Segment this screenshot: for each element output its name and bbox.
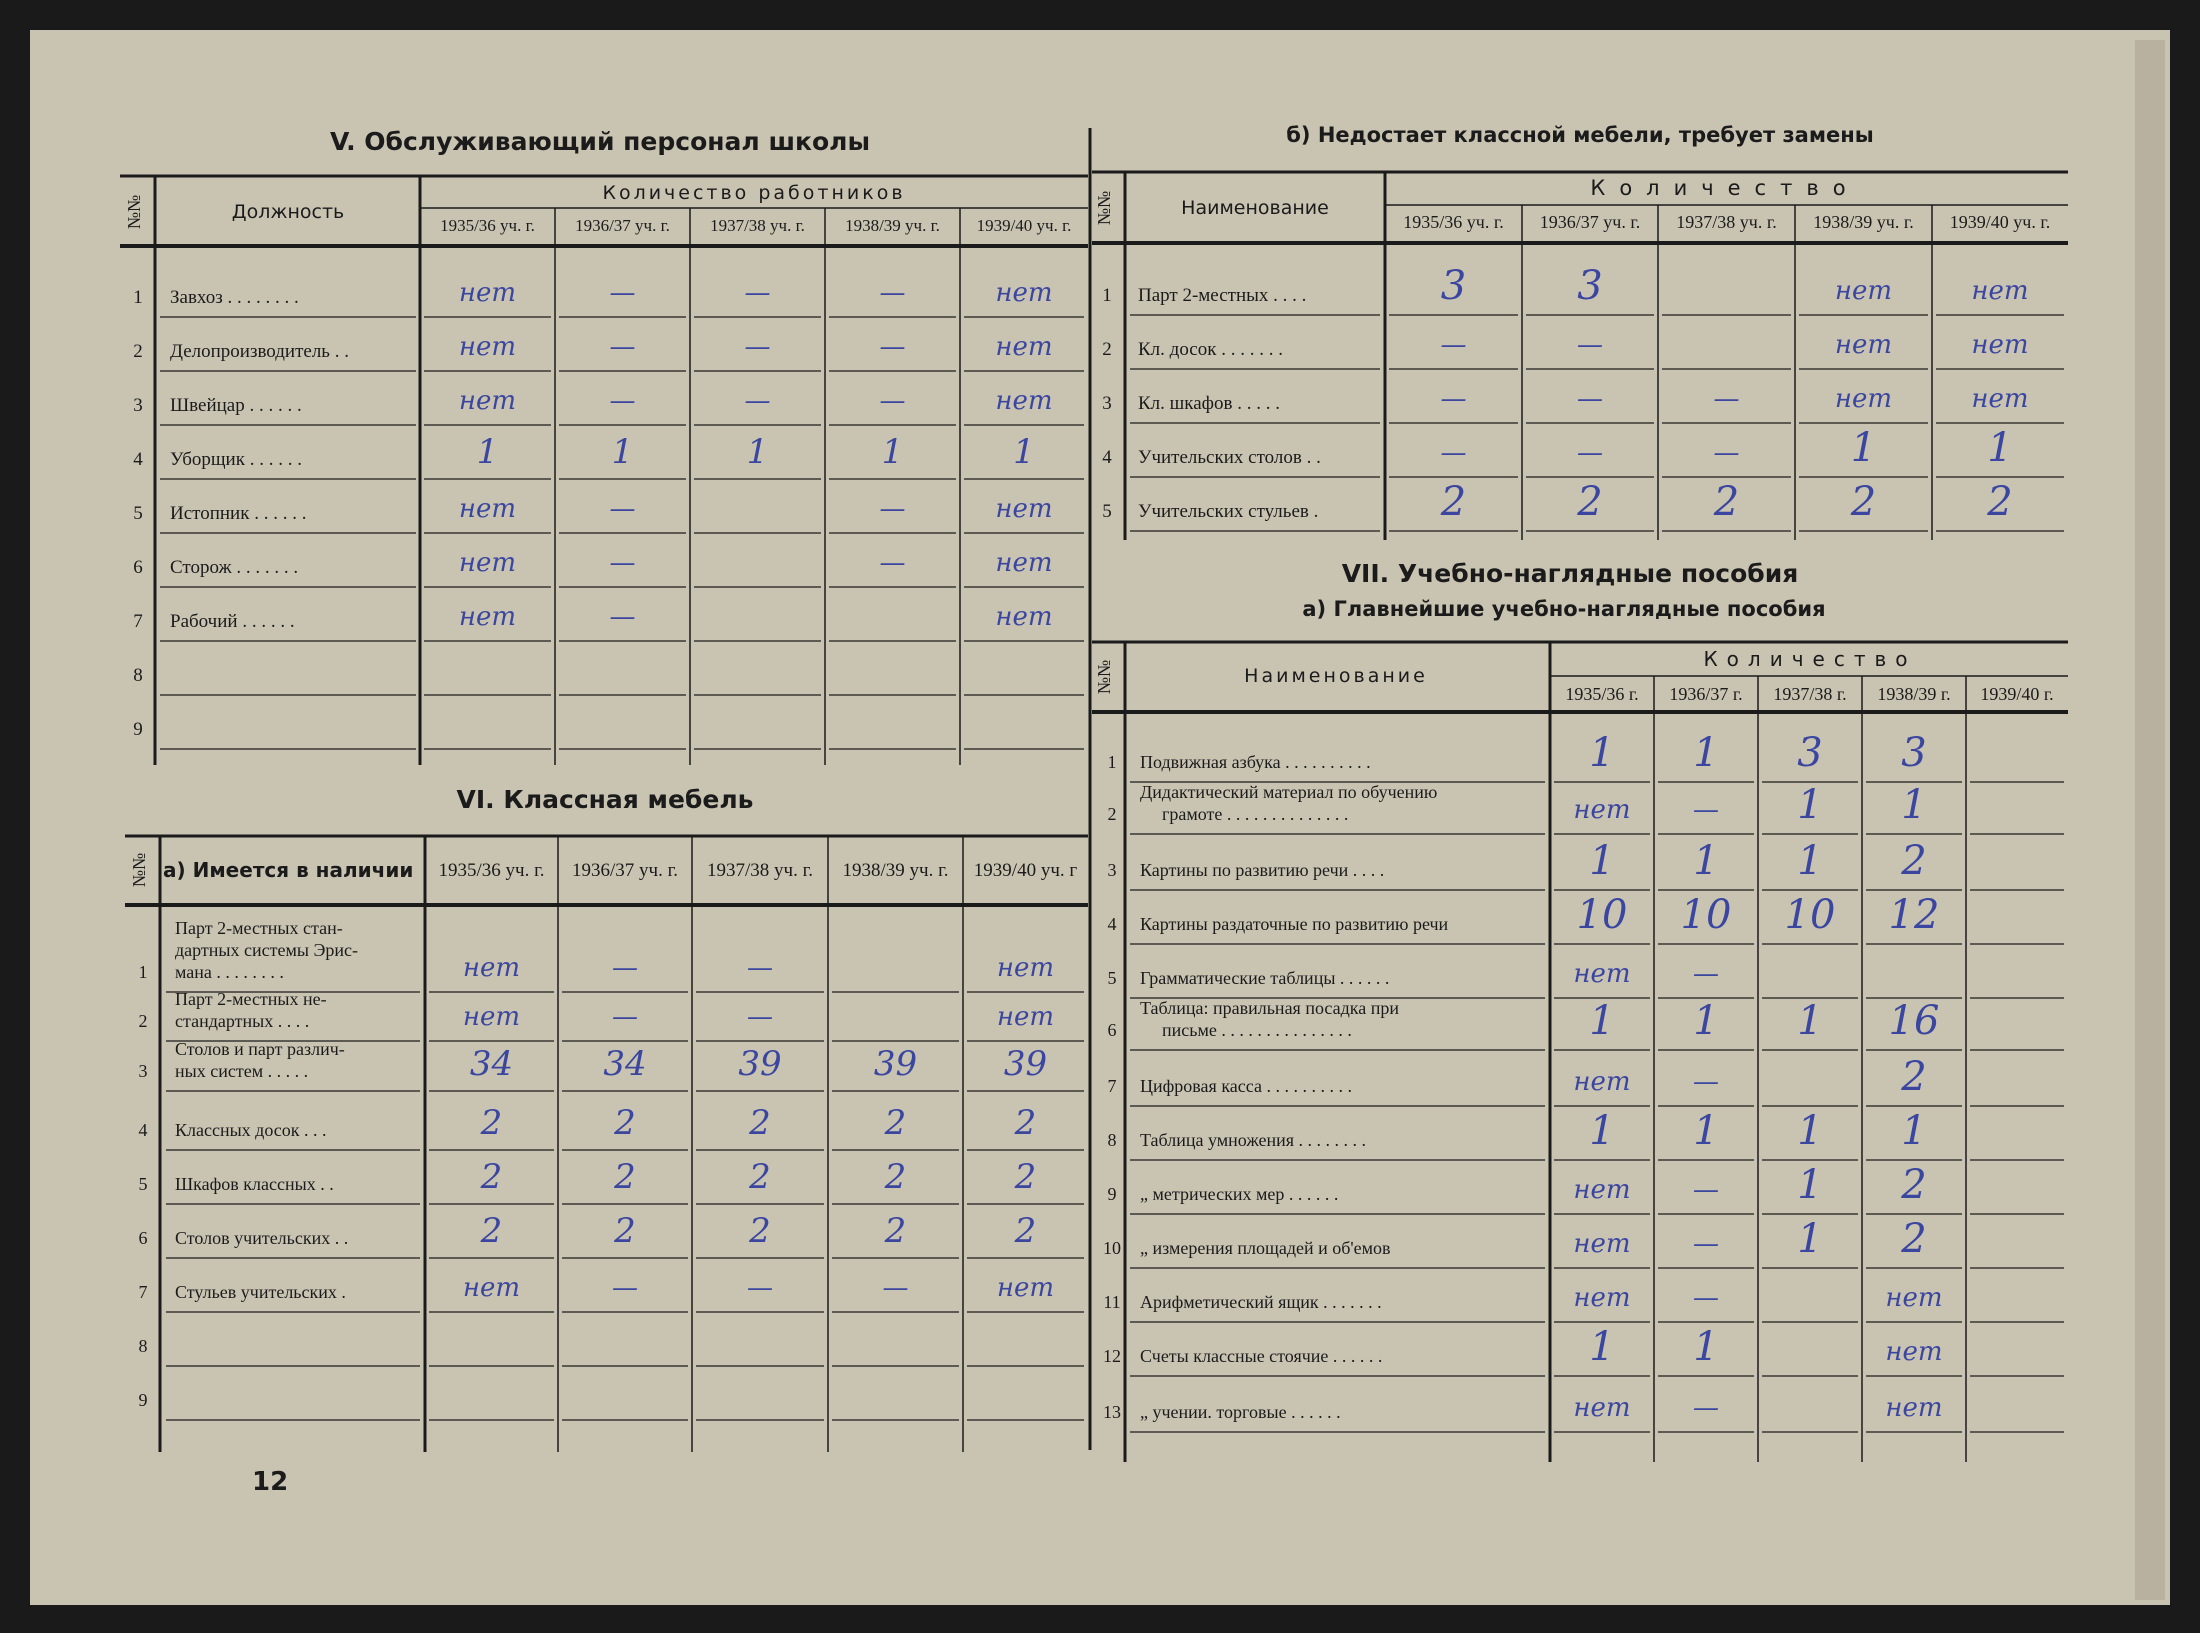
row-number: 5	[138, 1174, 148, 1194]
row-label: грамоте . . . . . . . . . . . . . .	[1162, 804, 1349, 824]
row-number: 3	[1107, 860, 1117, 880]
row-number: 8	[1107, 1130, 1117, 1150]
section6b-title: б) Недостает классной мебели, требует замены	[1286, 123, 1874, 147]
handwritten-value: нет	[996, 1273, 1055, 1303]
handwritten-value: —	[1693, 1393, 1719, 1423]
handwritten-value: —	[1577, 384, 1603, 414]
handwritten-value: 1	[881, 432, 904, 472]
sec5-num-header: №№	[124, 194, 144, 230]
table-row	[1108, 1054, 2065, 1106]
handwritten-value: нет	[1573, 1229, 1631, 1259]
row-number: 4	[1102, 447, 1112, 468]
handwritten-value: нет	[458, 278, 517, 308]
handwritten-value: 2	[749, 1157, 771, 1197]
sec5-group-header: Количество работников	[602, 182, 906, 204]
row-number: 12	[1103, 1346, 1121, 1366]
row-number: 6	[138, 1228, 148, 1248]
row-number: 8	[133, 665, 143, 686]
handwritten-value: —	[1577, 330, 1603, 360]
table-row	[139, 1103, 1085, 1150]
row-label: Классных досок . . .	[175, 1120, 327, 1140]
sec6b-name-header: Наименование	[1181, 197, 1329, 219]
row-label: Столов и парт различ-	[175, 1039, 345, 1059]
year-header: 1937/38 уч. г.	[707, 860, 813, 881]
row-number: 1	[133, 287, 143, 308]
handwritten-value: —	[1693, 959, 1719, 989]
handwritten-value: —	[612, 1002, 638, 1032]
row-number: 5	[1107, 968, 1117, 988]
handwritten-value: нет	[1834, 330, 1893, 360]
table-row	[133, 602, 1084, 641]
handwritten-value: 10	[1680, 892, 1732, 938]
year-header: 1936/37 уч. г.	[1539, 212, 1641, 232]
handwritten-value: нет	[458, 332, 517, 362]
table-row	[133, 386, 1084, 425]
handwritten-value: нет	[1573, 1175, 1631, 1205]
handwritten-value: —	[879, 494, 906, 524]
handwritten-value: —	[1713, 438, 1740, 468]
row-label: Рабочий . . . . . .	[170, 611, 295, 632]
handwritten-value: нет	[1573, 1067, 1631, 1097]
year-header: 1937/38 г.	[1773, 684, 1847, 704]
handwritten-value: 1	[1693, 730, 1719, 776]
table-row	[133, 494, 1084, 533]
table-row	[139, 1390, 1085, 1420]
handwritten-value: нет	[1573, 795, 1631, 825]
year-header: 1935/36 уч. г.	[1403, 212, 1504, 232]
handwritten-value: 2	[480, 1157, 503, 1197]
handwritten-value: 10	[1576, 892, 1628, 938]
year-header: 1939/40 уч. г.	[1949, 212, 2051, 232]
handwritten-value: —	[1693, 795, 1719, 825]
year-header: 1936/37 уч. г.	[572, 860, 678, 881]
handwritten-value: 3	[1440, 263, 1467, 309]
handwritten-value: 1	[1693, 998, 1719, 1044]
row-label: Кл. шкафов . . . . .	[1138, 393, 1280, 414]
handwritten-value: нет	[995, 386, 1053, 416]
handwritten-value: 2	[1014, 1211, 1037, 1251]
sec7-num-header: №№	[1094, 659, 1114, 695]
row-label: Стульев учительских .	[175, 1282, 346, 1302]
row-number: 1	[138, 962, 148, 982]
sec6-num-header: №№	[129, 852, 149, 888]
table-row	[1102, 330, 2064, 369]
section5-title: V. Обслуживающий персонал школы	[329, 127, 871, 156]
handwritten-value: 2	[1901, 1054, 1927, 1100]
table-row	[133, 719, 1084, 749]
section6-title: VI. Классная мебель	[456, 785, 754, 814]
row-label: Таблица: правильная посадка при	[1140, 998, 1399, 1018]
row-number: 7	[1107, 1076, 1117, 1096]
handwritten-value: 3	[1797, 730, 1823, 776]
row-number: 2	[133, 341, 143, 362]
row-label: Картины раздаточные по развитию речи	[1140, 914, 1449, 934]
handwritten-value: —	[744, 332, 771, 362]
handwritten-value: нет	[1885, 1337, 1943, 1367]
year-header: 1935/36 уч. г.	[438, 860, 545, 881]
row-label: Грамматические таблицы . . . . . .	[1140, 968, 1390, 988]
row-number: 3	[1102, 393, 1112, 414]
handwritten-value: 1	[1901, 1108, 1927, 1154]
row-number: 6	[133, 557, 143, 578]
year-header: 1939/40 уч. г.	[976, 216, 1072, 235]
handwritten-value: нет	[1971, 384, 2029, 414]
row-label: Делопроизводитель . .	[170, 341, 349, 362]
handwritten-value: 1	[1589, 730, 1615, 776]
handwritten-value: —	[1693, 1283, 1719, 1313]
handwritten-value: 2	[884, 1103, 907, 1143]
handwritten-value: нет	[458, 494, 517, 524]
row-number: 9	[138, 1390, 148, 1410]
handwritten-value: —	[879, 332, 906, 362]
row-number: 10	[1103, 1238, 1121, 1258]
handwritten-value: нет	[462, 953, 521, 983]
table-row	[139, 1336, 1085, 1366]
row-label: Учительских столов . .	[1138, 447, 1321, 468]
row-label: стандартных . . . .	[175, 1011, 310, 1031]
handwritten-value: 2	[749, 1103, 771, 1143]
table-row	[1102, 384, 2064, 423]
handwritten-value: —	[1577, 438, 1603, 468]
table-row	[139, 1211, 1085, 1258]
handwritten-value: нет	[1573, 959, 1631, 989]
handwritten-value: 2	[1850, 479, 1877, 525]
table-row	[1108, 1162, 2065, 1214]
row-number: 9	[133, 719, 143, 740]
handwritten-value: нет	[996, 953, 1055, 983]
handwritten-value: нет	[458, 386, 517, 416]
handwritten-value: 2	[614, 1103, 636, 1143]
section7-title: VII. Учебно-наглядные пособия	[1341, 559, 1799, 588]
handwritten-value: 1	[1693, 838, 1719, 884]
handwritten-value: нет	[1885, 1283, 1943, 1313]
row-label: Картины по развитию речи . . . .	[1140, 860, 1385, 880]
row-label: Кл. досок . . . . . . .	[1138, 339, 1283, 360]
handwritten-value: 12	[1888, 892, 1940, 938]
handwritten-value: 1	[1589, 1324, 1615, 1370]
handwritten-value: —	[1693, 1175, 1719, 1205]
handwritten-value: 2	[1440, 479, 1467, 525]
handwritten-value: 1	[1693, 1108, 1719, 1154]
handwritten-value: 2	[480, 1211, 503, 1251]
year-header: 1937/38 уч. г.	[1676, 212, 1777, 232]
row-label: Шкафов классных . .	[175, 1174, 334, 1194]
handwritten-value: 2	[884, 1157, 907, 1197]
handwritten-value: 1	[1589, 1108, 1615, 1154]
row-number: 2	[1102, 339, 1112, 360]
handwritten-value: —	[612, 1273, 638, 1303]
year-header: 1938/39 уч. г.	[1813, 212, 1914, 232]
row-label: „ метрических мер . . . . . .	[1140, 1184, 1339, 1204]
handwritten-value: 2	[1014, 1157, 1037, 1197]
row-label: ных систем . . . . .	[175, 1061, 309, 1081]
handwritten-value: —	[1693, 1067, 1719, 1097]
row-label: Парт 2-местных не-	[175, 989, 327, 1009]
table-row	[1108, 959, 2065, 998]
row-number: 4	[133, 449, 143, 470]
handwritten-value: 1	[1013, 432, 1035, 472]
handwritten-value: 2	[749, 1211, 771, 1251]
row-number: 2	[1107, 804, 1117, 824]
handwritten-value: —	[744, 278, 771, 308]
handwritten-value: нет	[462, 1002, 521, 1032]
row-number: 1	[1102, 285, 1112, 306]
handwritten-value: 2	[1901, 838, 1927, 884]
handwritten-value: 1	[611, 432, 634, 472]
handwritten-value: нет	[995, 494, 1053, 524]
table-row	[1102, 263, 2064, 315]
row-number: 3	[138, 1061, 148, 1081]
table-row	[139, 918, 1085, 992]
handwritten-value: нет	[1885, 1393, 1943, 1423]
page-number: 12	[252, 1467, 289, 1497]
year-header: 1935/36 г.	[1565, 684, 1639, 704]
handwritten-value: —	[879, 386, 906, 416]
row-number: 5	[133, 503, 143, 524]
table-row	[1108, 1108, 2065, 1160]
row-number: 7	[133, 611, 143, 632]
year-header: 1937/38 уч. г.	[710, 216, 805, 235]
table-row	[139, 1039, 1085, 1091]
handwritten-value: —	[609, 494, 636, 524]
row-number: 2	[138, 1011, 148, 1031]
row-number: 8	[138, 1336, 148, 1356]
handwritten-value: 39	[873, 1044, 918, 1084]
year-header: 1936/37 уч. г.	[575, 216, 670, 235]
sec5-position-header: Должность	[231, 201, 345, 223]
handwritten-value: —	[747, 1002, 773, 1032]
row-number: 1	[1107, 752, 1117, 772]
handwritten-value: 1	[1693, 1324, 1719, 1370]
sec6b-group-header: Количество	[1590, 176, 1860, 200]
row-number: 11	[1103, 1292, 1121, 1312]
handwritten-value: —	[612, 953, 638, 983]
handwritten-value: 39	[1003, 1044, 1048, 1084]
table-row	[139, 1157, 1085, 1204]
table-row	[139, 1273, 1085, 1312]
handwritten-value: —	[1693, 1229, 1719, 1259]
year-header: 1935/36 уч. г.	[440, 216, 535, 235]
handwritten-value: —	[609, 602, 636, 632]
handwritten-value: —	[609, 386, 636, 416]
handwritten-value: 1	[1797, 1162, 1823, 1208]
row-label: Уборщик . . . . . .	[170, 449, 302, 470]
row-label: Арифметический ящик . . . . . . .	[1140, 1292, 1382, 1312]
table-row	[133, 432, 1084, 479]
table-row	[1103, 1393, 2064, 1432]
handwritten-value: 1	[1901, 782, 1927, 828]
handwritten-value: 3	[1901, 730, 1927, 776]
sec6-name-header: а) Имеется в наличии	[163, 858, 414, 882]
table-row	[1102, 425, 2064, 477]
handwritten-value: 2	[614, 1211, 636, 1251]
row-number: 4	[138, 1120, 148, 1140]
handwritten-value: —	[609, 332, 636, 362]
handwritten-value: —	[882, 1273, 909, 1303]
handwritten-value: —	[747, 953, 773, 983]
table-row	[1103, 1324, 2064, 1376]
table-row	[1103, 1216, 2064, 1268]
handwritten-value: 1	[1797, 1108, 1823, 1154]
handwritten-value: нет	[462, 1273, 521, 1303]
handwritten-value: нет	[1971, 330, 2029, 360]
row-label: Таблица умножения . . . . . . . .	[1140, 1130, 1367, 1150]
table-row	[1108, 782, 2065, 834]
row-label: Истопник . . . . . .	[170, 503, 307, 524]
handwritten-value: 2	[1014, 1103, 1037, 1143]
sec6b-num-header: №№	[1094, 190, 1114, 226]
handwritten-value: —	[747, 1273, 773, 1303]
handwritten-value: 34	[603, 1044, 647, 1084]
row-label: Учительских стульев .	[1138, 501, 1319, 522]
handwritten-value: 1	[1589, 838, 1615, 884]
sec7-name-header: Наименование	[1244, 665, 1428, 687]
handwritten-value: —	[1713, 384, 1740, 414]
handwritten-value: —	[1440, 438, 1467, 468]
row-label: Сторож . . . . . . .	[170, 557, 299, 578]
row-number: 7	[138, 1282, 148, 1302]
handwritten-value: нет	[995, 602, 1053, 632]
row-label: мана . . . . . . . .	[175, 962, 284, 982]
handwritten-value: нет	[995, 332, 1053, 362]
handwritten-value: 2	[1901, 1216, 1927, 1262]
handwritten-value: —	[1440, 384, 1467, 414]
row-label: Парт 2-местных стан-	[175, 918, 343, 938]
table-row	[1108, 730, 2065, 782]
row-label: Подвижная азбука . . . . . . . . . .	[1140, 752, 1371, 772]
handwritten-value: 1	[1850, 425, 1877, 471]
handwritten-value: нет	[458, 602, 517, 632]
table-row	[139, 989, 1085, 1041]
row-label: Швейцар . . . . . .	[170, 395, 302, 416]
sec7-group-header: Количество	[1703, 647, 1917, 671]
handwritten-value: нет	[1834, 276, 1893, 306]
table-row	[133, 332, 1084, 371]
handwritten-value: 3	[1577, 263, 1603, 309]
handwritten-value: 1	[1797, 998, 1823, 1044]
handwritten-value: 1	[476, 432, 499, 472]
handwritten-value: 39	[738, 1044, 782, 1084]
handwritten-value: нет	[458, 548, 517, 578]
row-label: письме . . . . . . . . . . . . . . .	[1162, 1020, 1352, 1040]
handwritten-value: 1	[746, 432, 769, 472]
handwritten-value: 1	[1589, 998, 1615, 1044]
row-number: 5	[1102, 501, 1112, 522]
handwritten-value: 2	[1713, 479, 1740, 525]
handwritten-value: —	[1440, 330, 1467, 360]
handwritten-value: —	[879, 548, 906, 578]
handwritten-value: 1	[1797, 782, 1823, 828]
handwritten-value: —	[879, 278, 906, 308]
row-label: Парт 2-местных . . . .	[1138, 285, 1307, 306]
handwritten-value: нет	[1834, 384, 1893, 414]
table-row	[133, 548, 1084, 587]
handwritten-value: 1	[1987, 425, 2013, 471]
row-number: 6	[1107, 1020, 1117, 1040]
year-header: 1939/40 уч. г	[973, 860, 1078, 881]
handwritten-value: 2	[480, 1103, 503, 1143]
handwritten-value: —	[609, 278, 636, 308]
table-row	[1108, 998, 2065, 1050]
handwritten-value: 2	[1901, 1162, 1927, 1208]
table-row	[1108, 838, 2065, 890]
table-row	[1103, 1283, 2064, 1322]
table-row	[1102, 479, 2064, 531]
handwritten-value: 2	[884, 1211, 907, 1251]
handwritten-value: 16	[1888, 998, 1940, 1044]
section7-subtitle: а) Главнейшие учебно-наглядные пособия	[1302, 597, 1826, 621]
handwritten-value: 10	[1784, 892, 1836, 938]
handwritten-value: 1	[1797, 838, 1823, 884]
row-label: Завхоз . . . . . . . .	[170, 287, 299, 308]
row-number: 13	[1103, 1402, 1121, 1422]
handwritten-value: нет	[1971, 276, 2029, 306]
row-number: 4	[1107, 914, 1117, 934]
year-header: 1939/40 г.	[1980, 684, 2054, 704]
handwritten-value: нет	[1573, 1393, 1631, 1423]
handwritten-value: 2	[614, 1157, 636, 1197]
handwritten-value: 34	[469, 1044, 514, 1084]
row-label: „ учении. торговые . . . . . .	[1140, 1402, 1341, 1422]
row-label: Цифровая касса . . . . . . . . . .	[1140, 1076, 1352, 1096]
table-row	[133, 278, 1084, 317]
handwritten-value: нет	[1573, 1283, 1631, 1313]
handwritten-value: 1	[1797, 1216, 1823, 1262]
year-header: 1938/39 г.	[1877, 684, 1951, 704]
year-header: 1936/37 г.	[1669, 684, 1743, 704]
handwritten-value: —	[609, 548, 636, 578]
handwritten-value: 2	[1987, 479, 2013, 525]
year-header: 1938/39 уч. г.	[845, 216, 940, 235]
handwritten-value: —	[744, 386, 771, 416]
handwritten-value: 2	[1577, 479, 1603, 525]
row-label: Дидактический материал по обучению	[1140, 782, 1438, 802]
year-header: 1938/39 уч. г.	[842, 860, 949, 881]
row-number: 3	[133, 395, 143, 416]
table-row	[133, 665, 1084, 695]
handwritten-value: нет	[996, 1002, 1055, 1032]
row-label: „ измерения площадей и об'емов	[1140, 1238, 1391, 1258]
table-row	[1108, 892, 2065, 944]
row-label: Счеты классные стоячие . . . . . .	[1140, 1346, 1383, 1366]
row-number: 9	[1107, 1184, 1117, 1204]
row-label: Столов учительских . .	[175, 1228, 349, 1248]
row-label: дартных системы Эрис-	[175, 940, 358, 960]
handwritten-value: нет	[995, 278, 1053, 308]
handwritten-value: нет	[995, 548, 1053, 578]
